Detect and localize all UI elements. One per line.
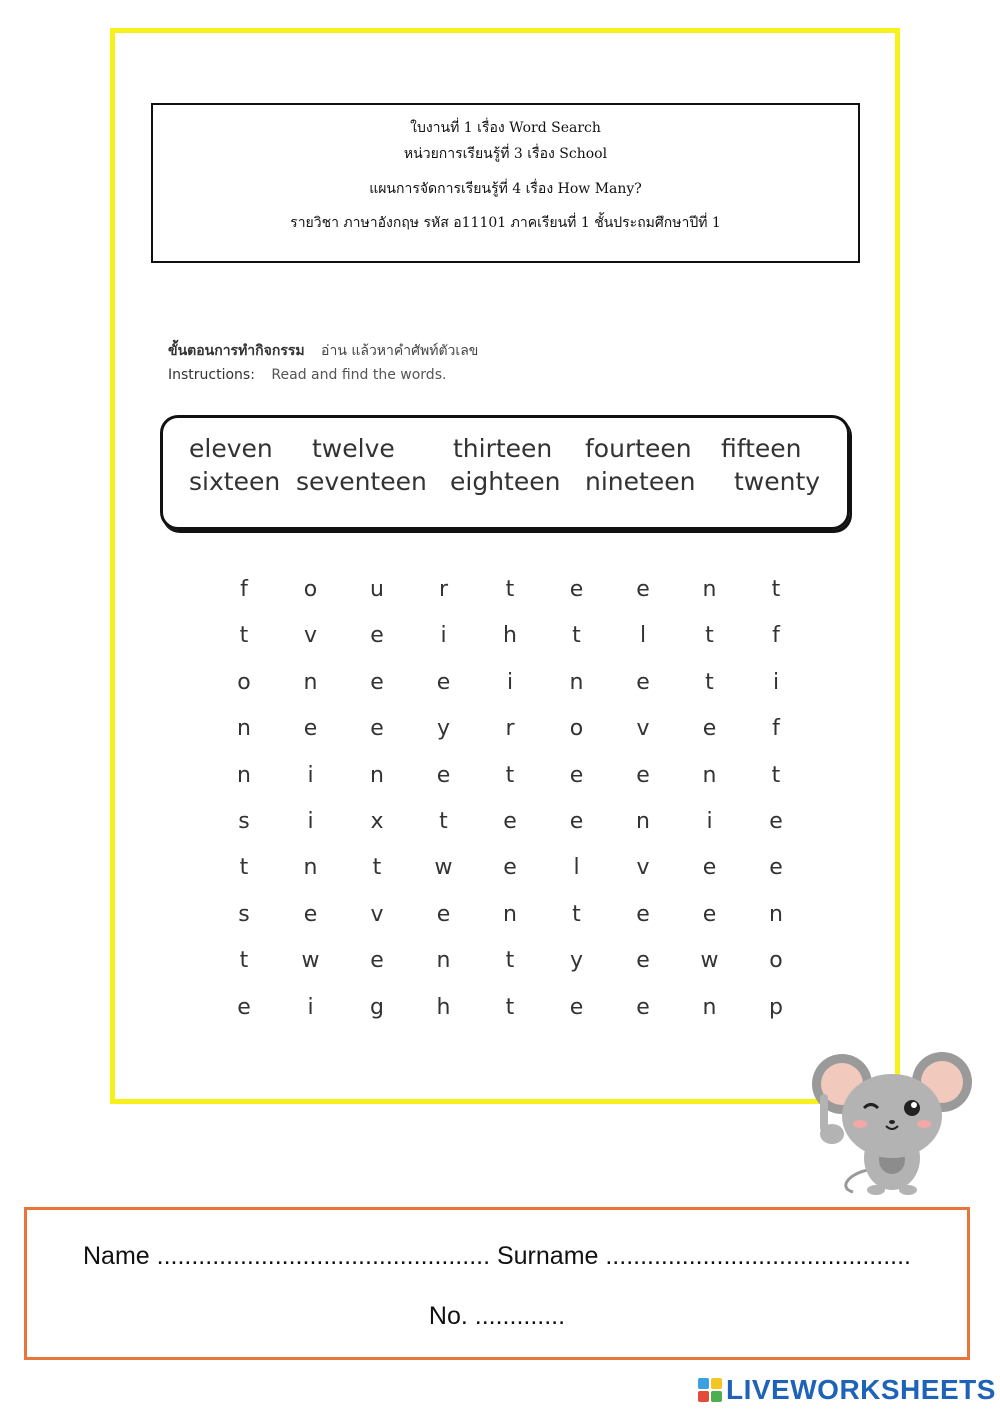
grid-letter[interactable]: t <box>771 762 781 788</box>
grid-letter[interactable]: e <box>769 809 783 834</box>
brand-text: LIVEWORKSHEETS <box>726 1374 996 1405</box>
grid-letter[interactable]: u <box>370 577 384 602</box>
grid-letter[interactable]: t <box>239 855 249 881</box>
grid-letter[interactable]: i <box>440 623 447 649</box>
grid-letter[interactable]: n <box>702 762 717 788</box>
grid-letter[interactable]: e <box>503 809 517 834</box>
grid-letter[interactable]: n <box>303 669 318 695</box>
instructions-thai-label: ขั้นตอนการทำกิจกรรม <box>168 343 305 359</box>
grid-letter[interactable]: o <box>569 716 584 742</box>
word-bank-item: thirteen <box>453 434 553 463</box>
grid-letter[interactable]: e <box>636 669 650 695</box>
grid-letter[interactable]: e <box>503 855 517 881</box>
grid-letter[interactable]: e <box>702 901 717 927</box>
grid-letter[interactable]: l <box>639 623 647 649</box>
header-title: ใบงานที่ 1 เรื่อง Word Search <box>410 120 601 136</box>
grid-letter[interactable]: n <box>569 669 584 695</box>
grid-letter[interactable]: e <box>237 994 251 1020</box>
grid-letter[interactable]: l <box>573 855 580 881</box>
grid-letter[interactable]: n <box>237 716 251 742</box>
grid-letter[interactable]: e <box>636 948 650 974</box>
instructions-thai-text: อ่าน แล้วหาคำศัพท์ตัวเลข <box>321 343 479 359</box>
word-bank-item: eleven <box>189 434 273 463</box>
grid-letter[interactable]: e <box>636 762 650 788</box>
grid-letter[interactable]: w <box>434 855 453 881</box>
grid-letter[interactable]: i <box>506 669 514 695</box>
grid-letter[interactable]: o <box>769 948 783 974</box>
grid-letter[interactable]: e <box>303 716 318 742</box>
word-bank-item: sixteen <box>189 467 281 496</box>
grid-letter[interactable]: h <box>436 994 451 1020</box>
grid-letter[interactable]: n <box>636 809 650 834</box>
grid-letter[interactable]: y <box>436 716 451 742</box>
grid-letter[interactable]: t <box>439 809 448 834</box>
grid-letter[interactable]: n <box>237 762 251 788</box>
grid-letter[interactable]: r <box>505 716 515 742</box>
grid-letter[interactable]: s <box>238 901 250 927</box>
header-plan: แผนการจัดการเรียนรู้ที่ 4 เรื่อง How Many? <box>369 181 642 197</box>
grid-letter[interactable]: e <box>636 577 650 602</box>
grid-letter[interactable]: t <box>705 623 714 649</box>
grid-letter[interactable]: e <box>436 901 451 927</box>
grid-letter[interactable]: f <box>772 623 780 649</box>
grid-letter[interactable]: t <box>505 577 515 602</box>
grid-letter[interactable]: v <box>303 623 318 649</box>
grid-letter[interactable]: t <box>505 994 515 1020</box>
grid-letter[interactable]: i <box>706 809 713 834</box>
grid-letter[interactable]: n <box>503 901 517 927</box>
grid-letter[interactable]: v <box>370 901 384 927</box>
grid-letter[interactable]: w <box>301 948 320 974</box>
grid-letter[interactable]: e <box>370 669 384 695</box>
grid-letter[interactable]: e <box>303 901 318 927</box>
instructions-thai <box>168 340 478 362</box>
grid-letter[interactable]: v <box>636 716 650 742</box>
grid-letter[interactable]: e <box>636 901 650 927</box>
grid-letter[interactable]: t <box>505 948 515 974</box>
grid-letter[interactable]: g <box>370 994 384 1020</box>
grid-letter[interactable]: t <box>572 623 581 649</box>
grid-letter[interactable]: f <box>240 577 248 602</box>
grid-letter[interactable]: e <box>569 762 584 788</box>
grid-letter[interactable]: t <box>239 948 249 974</box>
word-bank-item: twenty <box>734 467 821 496</box>
grid-letter[interactable]: p <box>769 994 783 1020</box>
grid-letter[interactable]: e <box>370 948 384 974</box>
instructions-english <box>168 367 446 383</box>
word-bank-item: seventeen <box>296 467 427 496</box>
grid-letter[interactable]: t <box>239 623 249 649</box>
grid-letter[interactable]: e <box>702 716 717 742</box>
grid-letter[interactable]: n <box>702 994 717 1020</box>
liveworksheets-brand <box>698 1375 996 1405</box>
grid-letter[interactable]: x <box>370 809 384 834</box>
grid-letter[interactable]: r <box>438 577 449 602</box>
header-unit: หน่วยการเรียนรู้ที่ 3 เรื่อง School <box>403 146 608 162</box>
grid-letter[interactable]: h <box>503 623 517 649</box>
word-bank-item: nineteen <box>585 467 696 496</box>
grid-letter[interactable]: i <box>307 762 314 788</box>
student-number-line[interactable]: No. ............. <box>428 1302 566 1330</box>
grid-letter[interactable]: s <box>238 809 250 834</box>
grid-letter[interactable]: n <box>370 762 384 788</box>
header-course: รายวิชา ภาษาอังกฤษ รหัส อ11101 ภาคเรียนที่ 1 ชั้นประถมศึกษาปีที่ 1 <box>290 215 721 231</box>
grid-letter[interactable]: n <box>436 948 451 974</box>
name-surname-line[interactable]: Name ................................................ Surname ............................................ <box>83 1242 911 1270</box>
instructions-text: Read and find the words. <box>271 367 447 383</box>
grid-letter[interactable]: t <box>572 901 581 927</box>
word-bank <box>160 415 850 530</box>
grid-letter[interactable]: o <box>303 577 318 602</box>
grid-letter[interactable]: t <box>372 855 382 881</box>
word-bank-item: fourteen <box>585 434 692 463</box>
grid-letter[interactable]: i <box>772 669 780 695</box>
liveworksheets-logo-icon <box>698 1378 722 1402</box>
grid-letter[interactable]: t <box>505 762 515 788</box>
grid-letter[interactable]: o <box>237 669 251 695</box>
grid-letter[interactable]: e <box>436 762 451 788</box>
grid-letter[interactable]: e <box>636 994 650 1020</box>
word-bank-item: fifteen <box>721 434 802 463</box>
grid-letter[interactable]: e <box>370 716 384 742</box>
grid-letter[interactable]: e <box>702 855 717 881</box>
grid-letter[interactable]: i <box>307 809 314 834</box>
grid-letter[interactable]: e <box>569 809 584 834</box>
grid-letter[interactable]: t <box>771 577 781 602</box>
grid-letter[interactable]: w <box>700 948 719 974</box>
instructions-label: Instructions: <box>168 367 255 383</box>
grid-letter[interactable]: v <box>636 855 650 881</box>
mouse-mascot-icon <box>808 1042 978 1197</box>
grid-letter[interactable]: i <box>307 994 314 1020</box>
grid-letter[interactable]: e <box>436 669 451 695</box>
grid-letter[interactable]: e <box>569 994 584 1020</box>
word-bank-item: eighteen <box>450 467 561 496</box>
grid-letter[interactable]: e <box>769 855 783 881</box>
grid-letter[interactable]: t <box>705 669 714 695</box>
student-info-box <box>24 1207 970 1360</box>
grid-letter[interactable]: y <box>569 948 584 974</box>
grid-letter[interactable]: n <box>702 577 717 602</box>
worksheet-header <box>151 103 860 263</box>
grid-letter[interactable]: n <box>303 855 318 881</box>
word-bank-item: twelve <box>312 434 395 463</box>
grid-letter[interactable]: e <box>370 623 384 649</box>
grid-letter[interactable]: f <box>772 716 780 742</box>
grid-letter[interactable]: e <box>569 577 584 602</box>
grid-letter[interactable]: n <box>769 901 783 927</box>
